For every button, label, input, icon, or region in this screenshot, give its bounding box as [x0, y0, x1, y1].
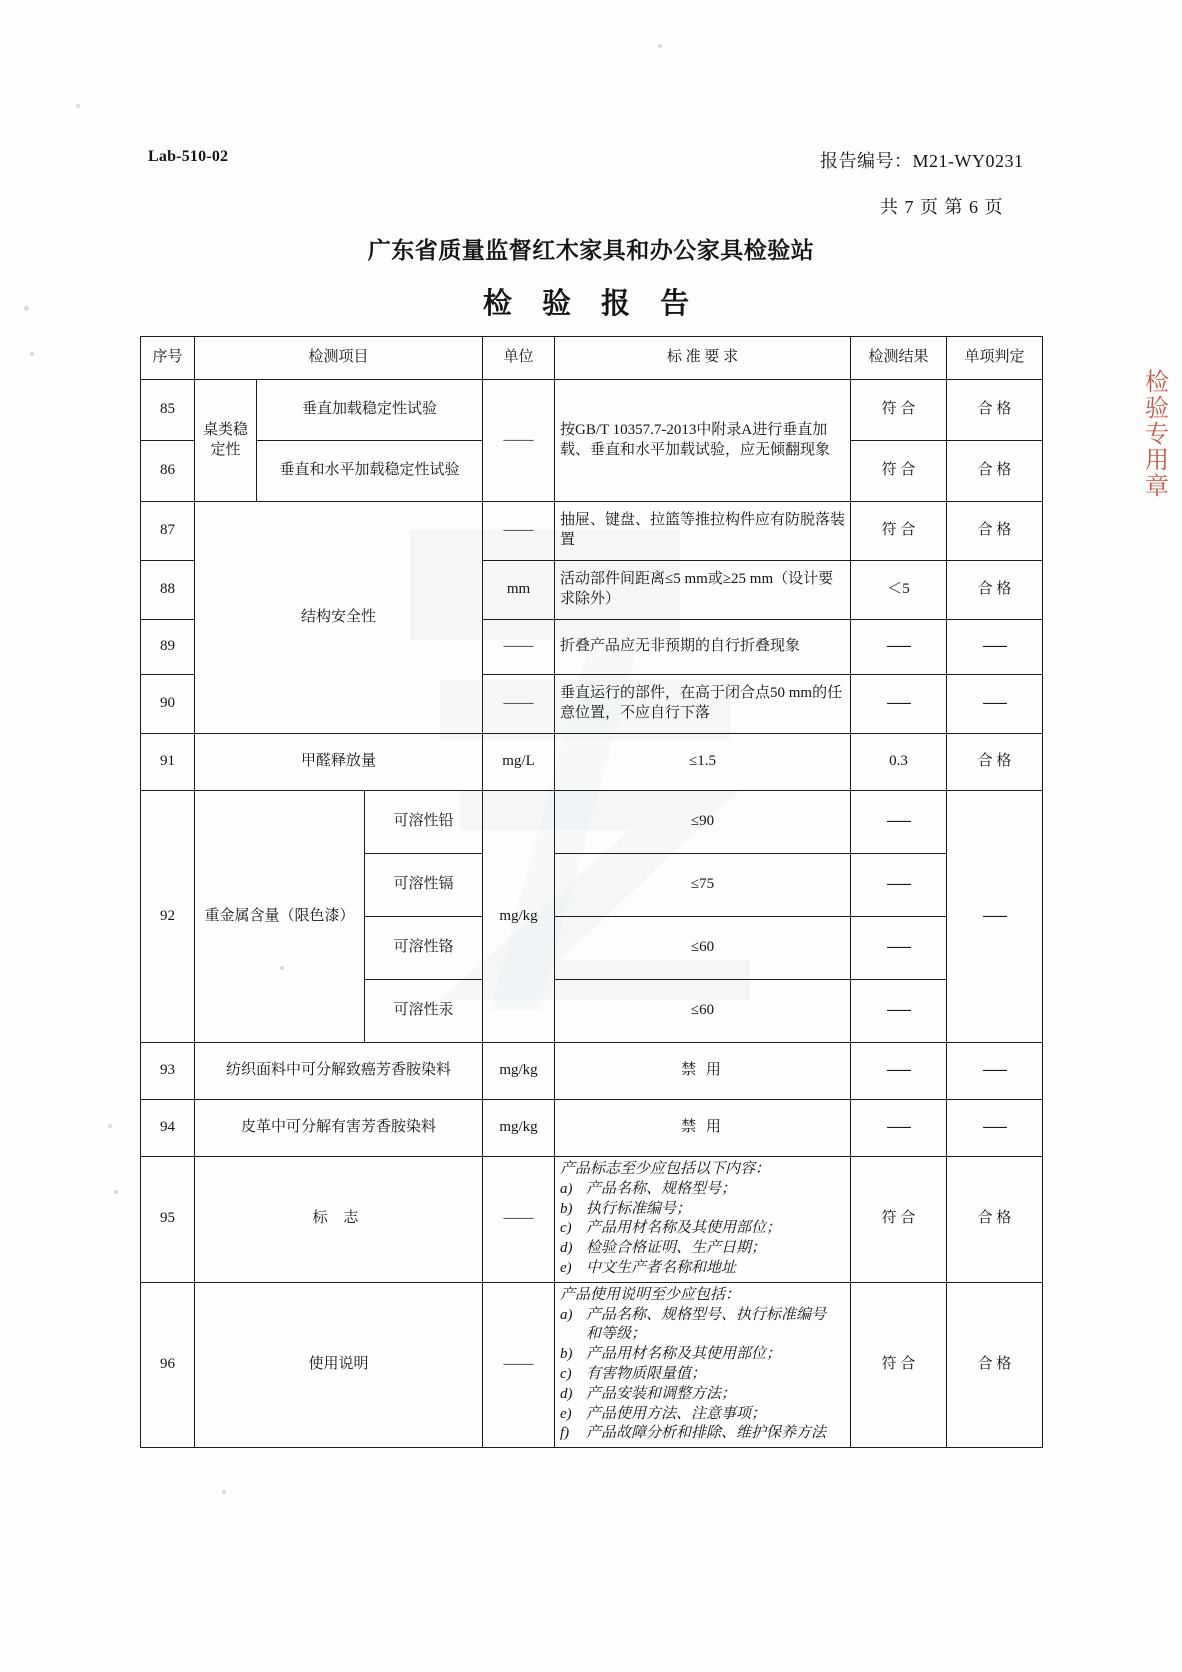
form-code: Lab-510-02	[148, 148, 229, 165]
row-no: 96	[141, 1282, 195, 1447]
row-item: 垂直加载稳定性试验	[257, 380, 483, 441]
row-no: 92	[141, 791, 195, 1043]
col-header-result: 检测结果	[851, 337, 947, 380]
row-requirement: ≤60	[555, 917, 851, 980]
table-row	[141, 1043, 1043, 1100]
col-header-requirement: 标 准 要 求	[555, 337, 851, 380]
scan-speck	[76, 104, 80, 108]
row-result: 符 合	[851, 441, 947, 502]
row-subitem: 可溶性镉	[365, 854, 483, 917]
scan-speck	[108, 1124, 112, 1128]
row-unit: ——	[483, 620, 555, 675]
row-judge: 合 格	[947, 734, 1043, 791]
scan-speck	[30, 352, 34, 356]
row-subitem: 可溶性铅	[365, 791, 483, 854]
row-no: 94	[141, 1100, 195, 1157]
row-judge: 合 格	[947, 380, 1043, 441]
requirement-list-item: e) 产品使用方法、注意事项；	[560, 1405, 767, 1422]
row-item: 结构安全性	[195, 502, 483, 734]
requirement-list-item: c) 产品用材名称及其使用部位；	[560, 1220, 782, 1237]
scan-speck	[222, 1490, 226, 1494]
table-row	[141, 1100, 1043, 1157]
inspection-results-table	[140, 336, 1043, 1448]
row-no: 93	[141, 1043, 195, 1100]
row-subitem: 可溶性汞	[365, 980, 483, 1043]
row-result: 符 合	[851, 1157, 947, 1283]
requirement-list-item: b) 执行标准编号；	[560, 1200, 692, 1217]
inspection-stamp: 检验专用章	[1145, 370, 1169, 500]
row-unit: ——	[483, 502, 555, 561]
table-row	[141, 502, 1043, 561]
row-requirement: ≤60	[555, 980, 851, 1043]
row-judge: 合 格	[947, 441, 1043, 502]
requirement-list-item: c) 有害物质限量值；	[560, 1365, 707, 1382]
row-requirement: 禁 用	[555, 1043, 851, 1100]
row-unit: ——	[483, 1157, 555, 1283]
requirement-list-item: a) 产品名称、规格型号；	[560, 1180, 737, 1197]
row-unit: ——	[483, 1282, 555, 1447]
report-number-value: M21-WY0231	[912, 151, 1024, 171]
row-requirement: 折叠产品应无非预期的自行折叠现象	[555, 620, 851, 675]
col-header-judge: 单项判定	[947, 337, 1043, 380]
row-result: ------	[851, 980, 947, 1043]
report-number	[820, 147, 1024, 173]
row-item: 垂直和水平加载稳定性试验	[257, 441, 483, 502]
col-header-item: 检测项目	[195, 337, 483, 380]
row-result: ------	[851, 791, 947, 854]
row-requirement: ≤1.5	[555, 734, 851, 791]
requirement-lead: 产品标志至少应包括以下内容：	[560, 1161, 771, 1177]
row-item: 标 志	[195, 1157, 483, 1283]
row-result: ------	[851, 1043, 947, 1100]
row-result: ------	[851, 917, 947, 980]
row-unit: ——	[483, 380, 555, 502]
row-unit: mg/kg	[483, 1100, 555, 1157]
row-item: 使用说明	[195, 1282, 483, 1447]
table-row	[141, 1282, 1043, 1447]
row-subitem: 可溶性铬	[365, 917, 483, 980]
requirement-list-item: d) 检验合格证明、生产日期；	[560, 1240, 767, 1257]
scan-speck	[658, 44, 662, 48]
requirement-list-item: d) 产品安装和调整方法；	[560, 1385, 737, 1402]
row-result: ------	[851, 854, 947, 917]
row-no: 90	[141, 675, 195, 734]
row-judge: 合 格	[947, 561, 1043, 620]
row-result: 符 合	[851, 1282, 947, 1447]
report-number-label: 报告编号：	[820, 151, 913, 171]
row-item: 甲醛释放量	[195, 734, 483, 791]
scan-speck	[114, 1190, 118, 1194]
table-row	[141, 1157, 1043, 1283]
row-unit: ——	[483, 675, 555, 734]
page-title: 检 验 报 告	[482, 286, 700, 320]
row-unit: mm	[483, 561, 555, 620]
col-header-no: 序号	[141, 337, 195, 380]
row-no: 95	[141, 1157, 195, 1283]
row-judge: ------	[947, 675, 1043, 734]
row-no: 87	[141, 502, 195, 561]
requirement-list-item: f) 产品故障分析和排除、维护保养方法	[560, 1425, 827, 1442]
table-row	[141, 380, 1043, 441]
row-unit: mg/kg	[483, 1043, 555, 1100]
row-group: 桌类稳定性	[195, 380, 257, 502]
table-header-row	[141, 337, 1043, 380]
col-header-unit: 单位	[483, 337, 555, 380]
row-requirement: 禁 用	[555, 1100, 851, 1157]
row-requirement: ≤75	[555, 854, 851, 917]
row-judge: ------	[947, 1043, 1043, 1100]
row-requirement: 活动部件间距离≤5 mm或≥25 mm（设计要求除外）	[555, 561, 851, 620]
row-no: 91	[141, 734, 195, 791]
row-judge: ------	[947, 791, 1043, 1043]
row-requirement: 抽屉、键盘、拉篮等推拉构件应有防脱落装置	[555, 502, 851, 561]
row-result: 符 合	[851, 380, 947, 441]
requirement-lead: 产品使用说明至少应包括：	[560, 1286, 741, 1303]
requirement-list-item: b) 产品用材名称及其使用部位；	[560, 1346, 782, 1363]
row-result: 0.3	[851, 734, 947, 791]
row-requirement: ≤90	[555, 791, 851, 854]
row-requirement	[555, 1282, 851, 1447]
row-requirement	[555, 1157, 851, 1283]
row-item: 纺织面料中可分解致癌芳香胺染料	[195, 1043, 483, 1100]
row-no: 88	[141, 561, 195, 620]
row-judge: ------	[947, 1100, 1043, 1157]
page-indicator: 共 7 页 第 6 页	[880, 197, 1004, 217]
row-judge: ------	[947, 620, 1043, 675]
row-unit: mg/kg	[483, 791, 555, 1043]
row-item: 重金属含量（限色漆）	[195, 791, 365, 1043]
row-result: ＜5	[851, 561, 947, 620]
row-requirement: 垂直运行的部件，在高于闭合点50 mm的任意位置，不应自行下落	[555, 675, 851, 734]
row-judge: 合 格	[947, 1157, 1043, 1283]
table-row	[141, 791, 1043, 854]
row-judge: 合 格	[947, 502, 1043, 561]
organization-title: 广东省质量监督红木家具和办公家具检验站	[367, 238, 815, 264]
row-judge: 合 格	[947, 1282, 1043, 1447]
row-result: 符 合	[851, 502, 947, 561]
table-row	[141, 734, 1043, 791]
row-item: 皮革中可分解有害芳香胺染料	[195, 1100, 483, 1157]
requirement-list-item: a) 产品名称、规格型号、执行标准编号和等级；	[560, 1306, 827, 1343]
row-no: 86	[141, 441, 195, 502]
requirement-list-item: e) 中文生产者名称和地址	[560, 1259, 737, 1276]
row-result: ------	[851, 675, 947, 734]
row-unit: mg/L	[483, 734, 555, 791]
row-result: ------	[851, 1100, 947, 1157]
row-no: 85	[141, 380, 195, 441]
row-no: 89	[141, 620, 195, 675]
row-result: ------	[851, 620, 947, 675]
row-requirement: 按GB/T 10357.7-2013中附录A进行垂直加载、垂直和水平加载试验，应无倾翻现象	[555, 380, 851, 502]
